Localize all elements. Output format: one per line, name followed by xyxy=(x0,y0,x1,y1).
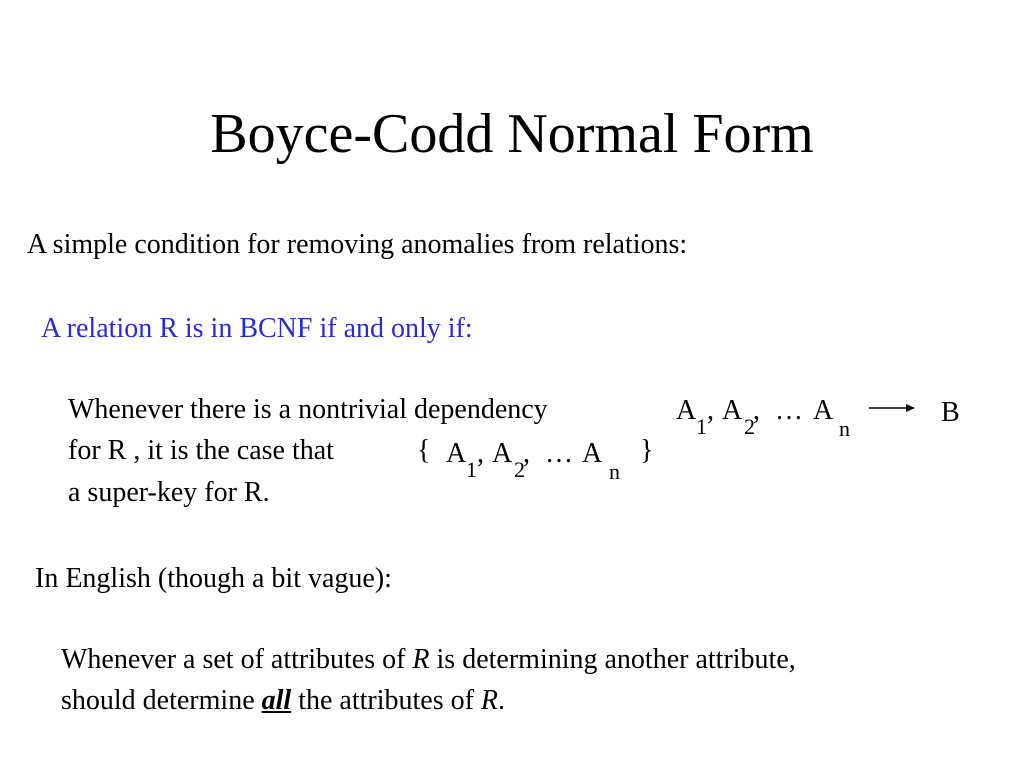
right-arrow-icon xyxy=(868,398,918,418)
dependency-sub-1: 1 xyxy=(696,414,707,439)
set-open-brace: { xyxy=(417,435,431,466)
dependency-sub-2: 2 xyxy=(744,414,755,439)
dependency-ellipsis: … xyxy=(775,395,803,426)
definition-line-3: a super-key for R. xyxy=(68,477,270,508)
relation-r-italic: R xyxy=(412,644,430,675)
set-ellipsis: … xyxy=(545,438,573,469)
intro-text: A simple condition for removing anomalies from relations: xyxy=(27,229,688,260)
english-heading: In English (though a bit vague): xyxy=(35,563,392,594)
set-attr-a1: A xyxy=(446,438,467,469)
definition-line-1: Whenever there is a nontrivial dependency xyxy=(68,394,548,425)
slide-title: Boyce-Codd Normal Form xyxy=(210,103,814,165)
english-line-1 xyxy=(61,646,796,674)
set-comma-1: , xyxy=(477,438,484,469)
dependency-comma-2: , xyxy=(753,395,760,426)
dependency-sub-n: n xyxy=(839,416,850,441)
dependency-attr-a1: A xyxy=(676,395,697,426)
relation-r-italic-2: R xyxy=(480,685,499,716)
emphasis-all: all xyxy=(261,685,292,716)
set-sub-1: 1 xyxy=(466,457,477,482)
dependency-comma-1: , xyxy=(707,395,714,426)
english-line-2-middle: the attributes of xyxy=(291,685,481,716)
english-line-2-start: should determine xyxy=(61,685,262,716)
english-line-1-start: Whenever a set of attributes of xyxy=(61,644,413,675)
set-comma-2: , xyxy=(523,438,530,469)
english-line-2-period: . xyxy=(498,685,506,716)
set-close-brace: } xyxy=(640,435,654,466)
set-sub-2: 2 xyxy=(514,457,525,482)
set-sub-n: n xyxy=(609,459,620,484)
english-line-1-end: is determining another attribute, xyxy=(429,644,796,675)
dependency-attr-an: A xyxy=(813,395,834,426)
definition-line-2: for R , it is the case that xyxy=(68,435,334,466)
set-attr-a2: A xyxy=(492,438,513,469)
dependency-rhs: B xyxy=(941,397,960,428)
definition-heading: A relation R is in BCNF if and only if: xyxy=(41,313,473,344)
set-attr-an: A xyxy=(582,438,603,469)
english-line-2 xyxy=(61,687,505,715)
dependency-attr-a2: A xyxy=(722,395,743,426)
